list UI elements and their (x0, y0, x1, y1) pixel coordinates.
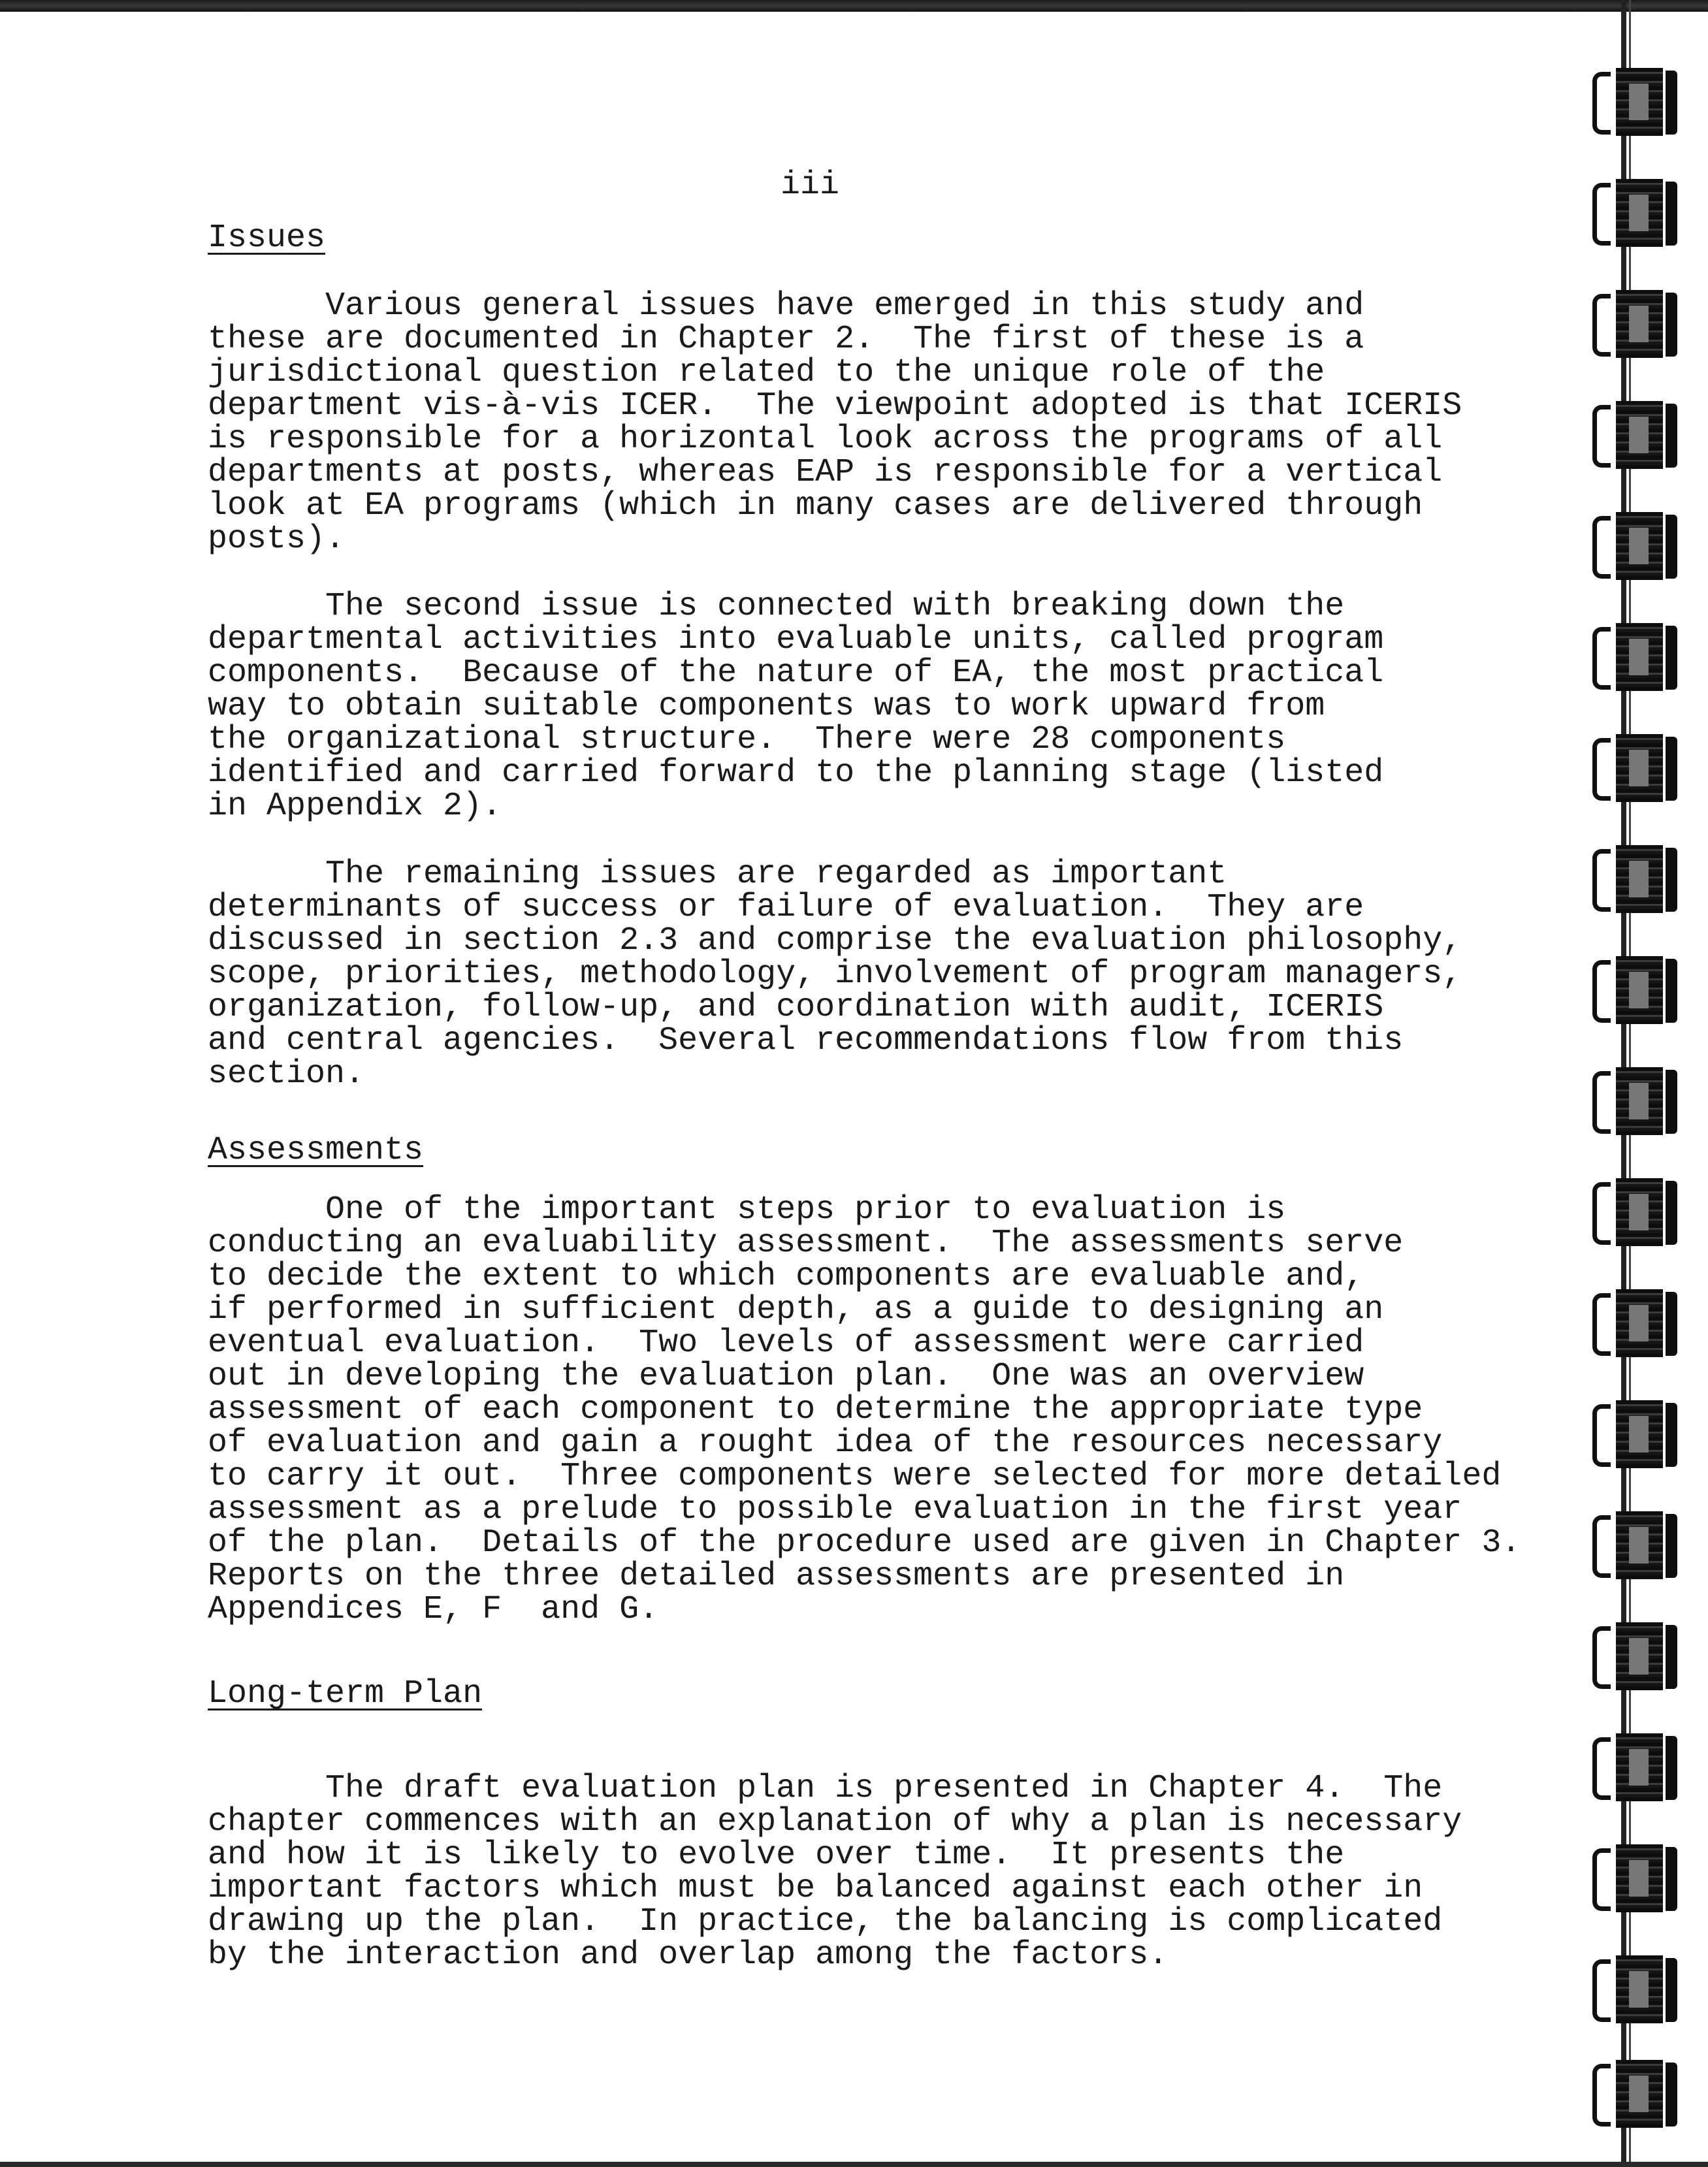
text-line: The remaining issues are regarded as important (208, 856, 1227, 893)
binding-ring (1592, 731, 1690, 803)
text-line: if performed in sufficient depth, as a guide to designing an (208, 1291, 1384, 1328)
binding-ring (1592, 1620, 1690, 1692)
page-top-edge (0, 0, 1708, 12)
page-bottom-edge (0, 2162, 1708, 2167)
text-line: drawing up the plan. In practice, the balancing is complicated (208, 1903, 1443, 1940)
paragraph-issues-1 (208, 289, 1553, 556)
text-line: Reports on the three detailed assessments are presented in (208, 1558, 1345, 1595)
page-number: iii (781, 167, 840, 204)
text-line: One of the important steps prior to evaluation is (208, 1191, 1286, 1228)
section-heading-issues: Issues (208, 219, 326, 257)
text-line: and central agencies. Several recommendations flow from this (208, 1022, 1404, 1059)
binding-ring (1592, 2057, 1690, 2129)
binding-ring (1592, 1842, 1690, 1914)
binding-ring (1592, 620, 1690, 692)
text-line: is responsible for a horizontal look across the programs of all (208, 421, 1443, 458)
text-line: these are documented in Chapter 2. The first of these is a (208, 321, 1364, 358)
text-line: and how it is likely to evolve over time. It presents the (208, 1837, 1345, 1874)
binding-ring (1592, 1509, 1690, 1581)
text-line: determinants of success or failure of evaluation. They are (208, 889, 1364, 926)
text-line: The draft evaluation plan is presented in Chapter 4. The (208, 1770, 1443, 1807)
text-line: organization, follow-up, and coordination with audit, ICERIS (208, 989, 1384, 1026)
text-line: of the plan. Details of the procedure used are given in Chapter 3. (208, 1524, 1521, 1562)
text-line: eventual evaluation. Two levels of assessment were carried (208, 1324, 1364, 1362)
text-line: departments at posts, whereas EAP is responsible for a vertical (208, 454, 1443, 491)
text-line: Appendices E, F and G. (208, 1591, 659, 1628)
text-line: Various general issues have emerged in this study and (208, 287, 1364, 325)
binding-ring (1592, 398, 1690, 470)
text-line: conducting an evaluability assessment. The assessments serve (208, 1225, 1404, 1262)
text-line: The second issue is connected with breaking down the (208, 588, 1345, 625)
binding-ring (1592, 1398, 1690, 1469)
paragraph-issues-3 (208, 858, 1553, 1091)
text-line: out in developing the evaluation plan. One was an overview (208, 1358, 1364, 1395)
binding-ring (1592, 954, 1690, 1025)
binding-ring (1592, 1731, 1690, 1803)
spiral-binding (1587, 0, 1708, 2167)
text-line: to carry it out. Three components were selected for more detailed (208, 1458, 1502, 1495)
text-line: components. Because of the nature of EA, the most practical (208, 654, 1384, 692)
binding-ring (1592, 843, 1690, 914)
text-line: jurisdictional question related to the unique role of the (208, 354, 1325, 391)
text-line: important factors which must be balanced against each other in (208, 1870, 1423, 1907)
section-heading-assessments: Assessments (208, 1132, 424, 1169)
paragraph-long-term-plan-1 (208, 1772, 1553, 1972)
text-line: in Appendix 2). (208, 788, 502, 825)
text-line: discussed in section 2.3 and comprise the evaluation philosophy, (208, 922, 1462, 959)
text-line: scope, priorities, methodology, involvement of program managers, (208, 955, 1462, 993)
binding-ring (1592, 65, 1690, 137)
text-line: the organizational structure. There were 28 components (208, 721, 1286, 758)
paragraph-assessments-1 (208, 1193, 1553, 1626)
text-line: way to obtain suitable components was to work upward from (208, 688, 1325, 725)
section-heading-long-term-plan: Long-term Plan (208, 1675, 483, 1712)
binding-ring (1592, 509, 1690, 581)
binding-ring (1592, 1287, 1690, 1358)
text-line: department vis-à-vis ICER. The viewpoint adopted is that ICERIS (208, 387, 1462, 425)
text-line: section. (208, 1055, 365, 1093)
text-line: to decide the extent to which components are evaluable and, (208, 1258, 1364, 1295)
binding-ring (1592, 287, 1690, 359)
text-line: look at EA programs (which in many cases are delivered through (208, 487, 1423, 524)
text-line: of evaluation and gain a rought idea of the resources necessary (208, 1424, 1443, 1462)
paragraph-issues-2 (208, 590, 1553, 823)
text-line: posts). (208, 521, 346, 558)
text-line: chapter commences with an explanation of why a plan is necessary (208, 1803, 1462, 1840)
binding-ring (1592, 1176, 1690, 1247)
binding-ring (1592, 1065, 1690, 1136)
text-line: assessment as a prelude to possible evaluation in the first year (208, 1491, 1462, 1528)
text-line: departmental activities into evaluable units, called program (208, 621, 1384, 658)
text-line: identified and carried forward to the planning stage (listed (208, 754, 1384, 792)
binding-ring (1592, 1953, 1690, 2025)
binding-ring (1592, 176, 1690, 248)
text-line: by the interaction and overlap among the factors. (208, 1936, 1168, 1974)
text-line: assessment of each component to determine the appropriate type (208, 1391, 1423, 1428)
